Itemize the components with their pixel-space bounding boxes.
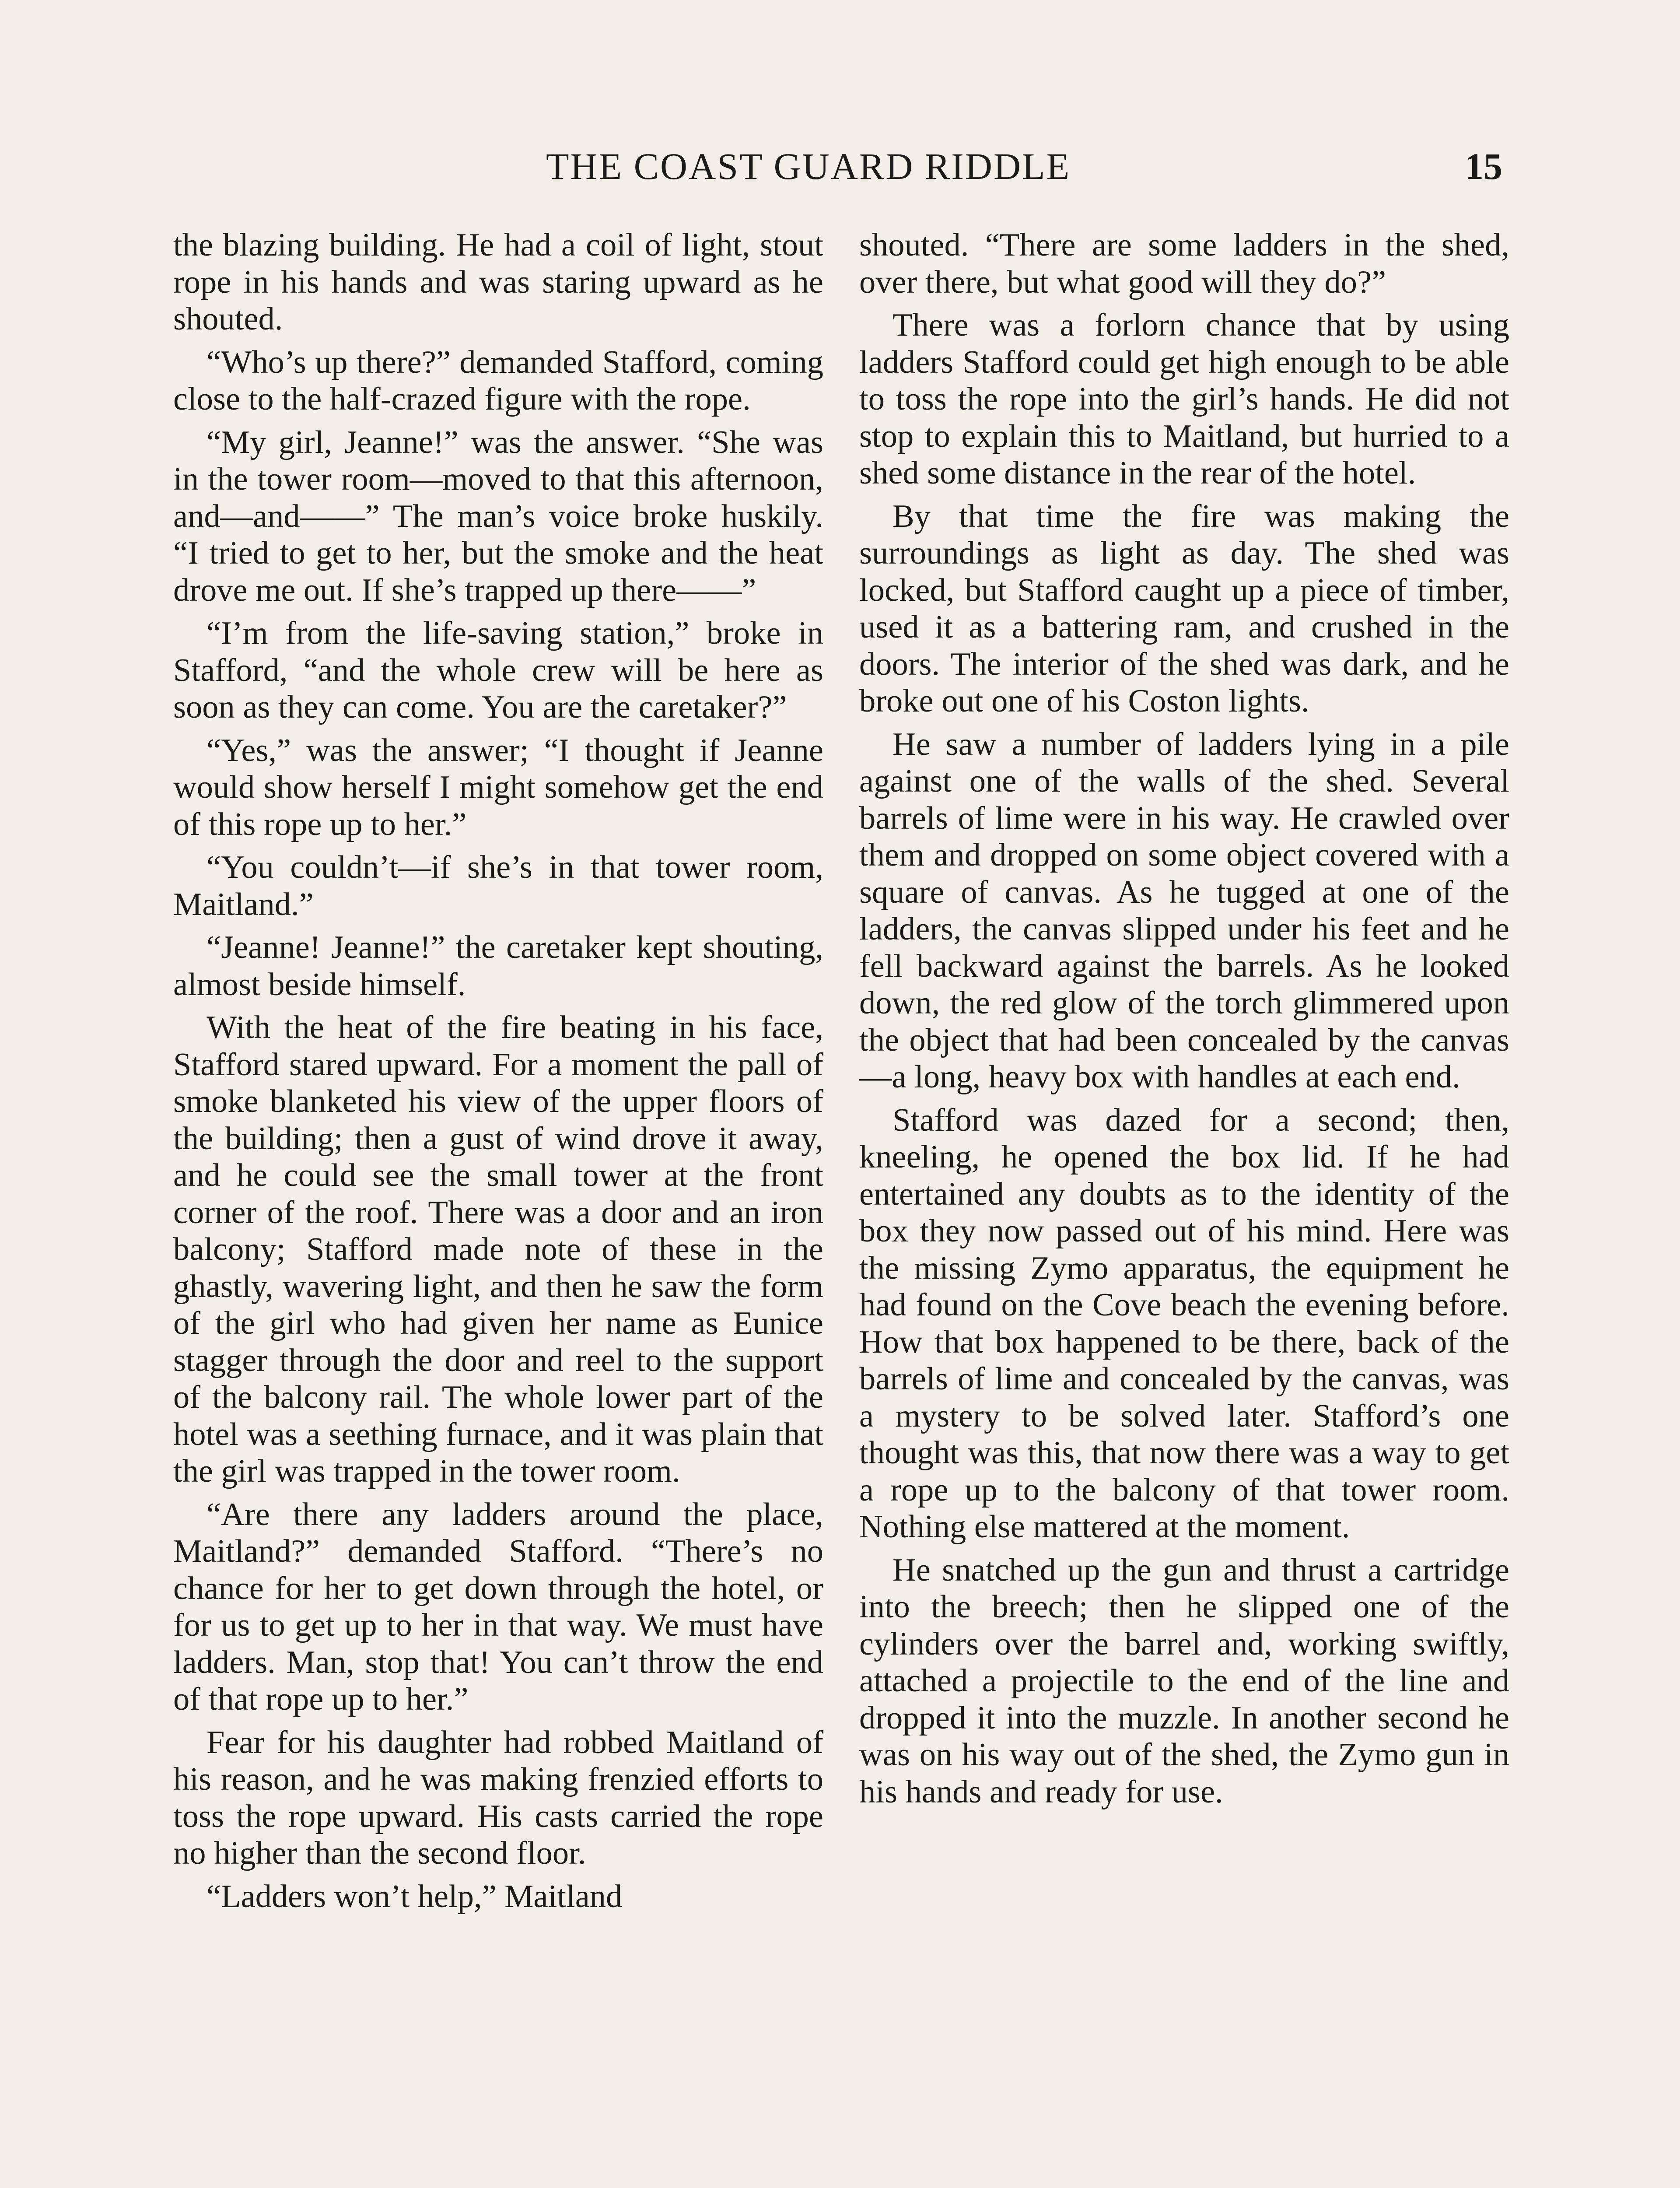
- right-column: [859, 227, 1509, 1816]
- paragraph: shouted. “There are some ladders in the shed, over there, but what good will they do?”: [859, 227, 1509, 300]
- paragraph: “Are there any ladders around the place, Maitland?” demanded Stafford. “There’s no chance for her to get down through the hotel, or for us to get up to her in that way. We must have ladders. Man, stop that! You can’t throw the end of that rope up to her.”: [173, 1496, 823, 1717]
- paragraph: There was a forlorn chance that by using ladders Stafford could get high enough to be able to toss the rope into the girl’s hands. He did not stop to explain this to Maitland, but hurried to a shed some distance in the rear of the hotel.: [859, 307, 1509, 491]
- paragraph: With the heat of the fire beating in his face, Stafford stared upward. For a moment the pall of smoke blanketed his view of the upper floors of the building; then a gust of wind drove it away, and he could see the small tower at the front corner of the roof. There was a door and an iron balcony; Stafford made note of these in the ghastly, wavering light, and then he saw the form of the girl who had given her name as Eunice stagger through the door and reel to the support of the balcony rail. The whole lower part of the hotel was a seething furnace, and it was plain that the girl was trapped in the tower room.: [173, 1010, 823, 1489]
- paragraph: “You couldn’t—if she’s in that tower room, Maitland.”: [173, 849, 823, 922]
- running-title: THE COAST GUARD RIDDLE: [546, 145, 1071, 187]
- left-column: [173, 227, 823, 1921]
- paragraph: “Yes,” was the answer; “I thought if Jeanne would show herself I might somehow get the end of this rope up to her.”: [173, 732, 823, 842]
- paragraph: “I’m from the life-saving station,” broke in Stafford, “and the whole crew will be here as soon as they can come. You are the caretaker?”: [173, 615, 823, 725]
- paragraph: “Ladders won’t help,” Maitland: [206, 1878, 623, 1914]
- page-number: 15: [1465, 145, 1502, 187]
- paragraph: Stafford was dazed for a second; then, kneeling, he opened the box lid. If he had entertained any doubts as to the identity of the box they now passed out of his mind. Here was the missing Zymo apparatus, the equipment he had found on the Cove beach the evening before. How that box happened to be there, back of the barrels of lime and concealed by the canvas, was a mystery to be solved later. Stafford’s one thought was this, that now there was a way to get a rope up to the balcony of that tower room. Nothing else mattered at the moment.: [859, 1102, 1509, 1545]
- paragraph: He saw a number of ladders lying in a pile against one of the walls of the shed. Several barrels of lime were in his way. He crawled over them and dropped on some object covered with a square of canvas. As he tugged at one of the ladders, the canvas slipped under his feet and he fell backward against the barrels. As he looked down, the red glow of the torch glimmered upon the object that had been concealed by the canvas—a long, heavy box with handles at each end.: [859, 726, 1509, 1095]
- paragraph: By that time the fire was making the surroundings as light as day. The shed was locked, but Stafford caught up a piece of timber, used it as a battering ram, and crushed in the doors. The interior of the shed was dark, and he broke out one of his Coston lights.: [859, 498, 1509, 719]
- running-head: [0, 144, 1680, 193]
- paragraph: “Who’s up there?” demanded Stafford, coming close to the half-crazed figure with the rope.: [173, 344, 823, 417]
- paragraph: “My girl, Jeanne!” was the answer. “She was in the tower room—moved to that this afternoon, and—and——” The man’s voice broke huskily. “I tried to get to her, but the smoke and the heat drove me out. If she’s trapped up there——”: [173, 424, 823, 608]
- paragraph: He snatched up the gun and thrust a cartridge into the breech; then he slipped one of the cylinders over the barrel and, working swiftly, attached a projectile to the end of the line and dropped it into the muzzle. In another second he was on his way out of the shed, the Zymo gun in his hands and ready for use.: [859, 1552, 1509, 1810]
- paragraph: the blazing building. He had a coil of light, stout rope in his hands and was staring upward as he shouted.: [173, 227, 823, 337]
- paragraph: Fear for his daughter had robbed Maitland of his reason, and he was making frenzied efforts to toss the rope upward. His casts carried the rope no higher than the second floor.: [173, 1724, 823, 1871]
- paragraph: “Jeanne! Jeanne!” the caretaker kept shouting, almost beside himself.: [173, 929, 823, 1003]
